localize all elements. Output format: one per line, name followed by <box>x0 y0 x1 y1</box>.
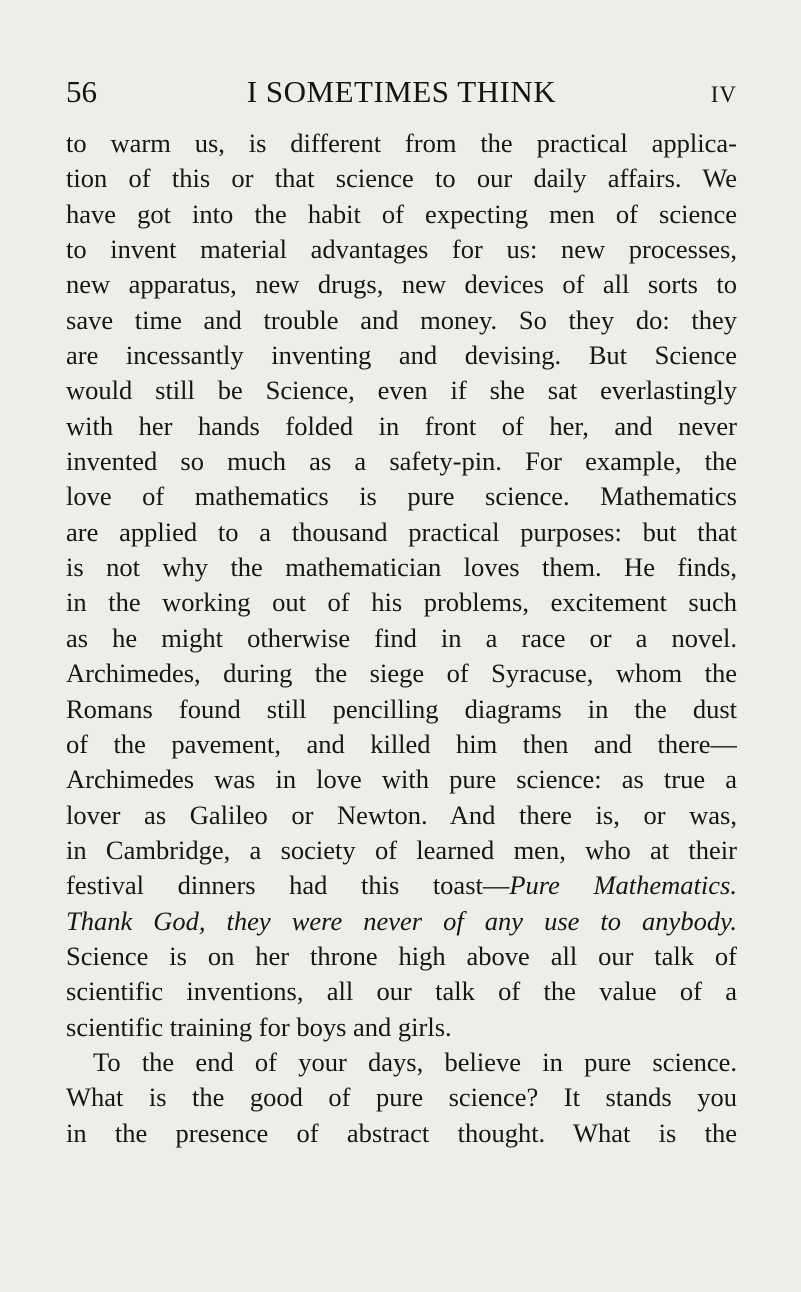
text-segment: is not why the mathematician loves them. He finds, <box>66 552 737 583</box>
text-segment: in Cambridge, a society of learned men, who at their <box>66 834 737 865</box>
running-title: I SOMETIMES THINK <box>246 74 557 109</box>
text-segment: scientific training for boys and girls. <box>66 1011 452 1042</box>
text-line <box>66 727 737 762</box>
text-line <box>66 868 737 903</box>
chapter-numeral: IV <box>710 82 737 107</box>
text-segment: to invent material advantages for us: new processes, <box>66 234 737 265</box>
text-segment: Science is on her throne high above all our talk of <box>66 940 737 971</box>
running-head <box>66 72 737 112</box>
text-line <box>66 550 737 585</box>
text-segment: as he might otherwise find in a race or a novel. <box>66 622 737 653</box>
text-line <box>66 1116 737 1151</box>
text-line <box>66 1080 737 1115</box>
text-line <box>66 974 737 1009</box>
text-segment: are applied to a thousand practical purposes: but that <box>66 516 737 547</box>
text-line <box>66 267 737 302</box>
text-segment: To the end of your days, believe in pure science. <box>93 1046 737 1077</box>
text-line <box>66 515 737 550</box>
italic-text: Thank God, they were never of any use to anybody. <box>66 905 737 936</box>
text-line <box>66 338 737 373</box>
text-segment: Archimedes was in love with pure science: as true a <box>66 764 737 795</box>
text-line <box>66 444 737 479</box>
text-line <box>66 762 737 797</box>
text-line <box>66 939 737 974</box>
text-line <box>66 904 737 939</box>
text-segment: in the presence of abstract thought. What is the <box>66 1117 737 1148</box>
text-segment: What is the good of pure science? It stands you <box>66 1082 737 1113</box>
text-line <box>66 161 737 196</box>
text-line <box>66 479 737 514</box>
text-segment: Romans found still pencilling diagrams in the dust <box>66 693 737 724</box>
text-line <box>66 1045 737 1080</box>
text-line <box>66 126 737 161</box>
text-line <box>66 833 737 868</box>
text-segment: would still be Science, even if she sat everlastingly <box>66 375 737 406</box>
text-segment: have got into the habit of expecting men of science <box>66 198 737 229</box>
text-line <box>66 373 737 408</box>
text-segment: love of mathematics is pure science. Mathematics <box>66 481 737 512</box>
text-line <box>66 409 737 444</box>
italic-text: Pure Mathematics. <box>509 870 737 901</box>
text-segment: lover as Galileo or Newton. And there is, or was, <box>66 799 737 830</box>
body-text <box>66 126 737 1151</box>
page-number: 56 <box>66 74 97 109</box>
text-segment: of the pavement, and killed him then and there— <box>66 728 737 759</box>
text-segment: festival dinners had this toast— <box>66 870 510 901</box>
text-segment: to warm us, is different from the practical applica- <box>66 128 737 158</box>
text-line <box>66 692 737 727</box>
text-segment: Archimedes, during the siege of Syracuse, whom the <box>66 658 737 689</box>
text-line <box>66 197 737 232</box>
text-line <box>66 303 737 338</box>
text-segment: scientific inventions, all our talk of the value of a <box>66 976 737 1007</box>
text-segment: in the working out of his problems, excitement such <box>66 587 737 618</box>
text-segment: are incessantly inventing and devising. But Science <box>66 340 737 371</box>
text-segment: save time and trouble and money. So they do: they <box>66 304 737 335</box>
text-line <box>66 621 737 656</box>
text-line <box>66 585 737 620</box>
text-line <box>66 656 737 691</box>
text-line <box>66 1010 737 1045</box>
text-segment: with her hands folded in front of her, and never <box>66 410 737 441</box>
text-line <box>66 232 737 267</box>
text-segment: tion of this or that science to our daily affairs. We <box>66 163 737 194</box>
text-line <box>66 798 737 833</box>
text-segment: invented so much as a safety-pin. For example, the <box>66 446 737 477</box>
text-segment: new apparatus, new drugs, new devices of all sorts to <box>66 269 737 300</box>
